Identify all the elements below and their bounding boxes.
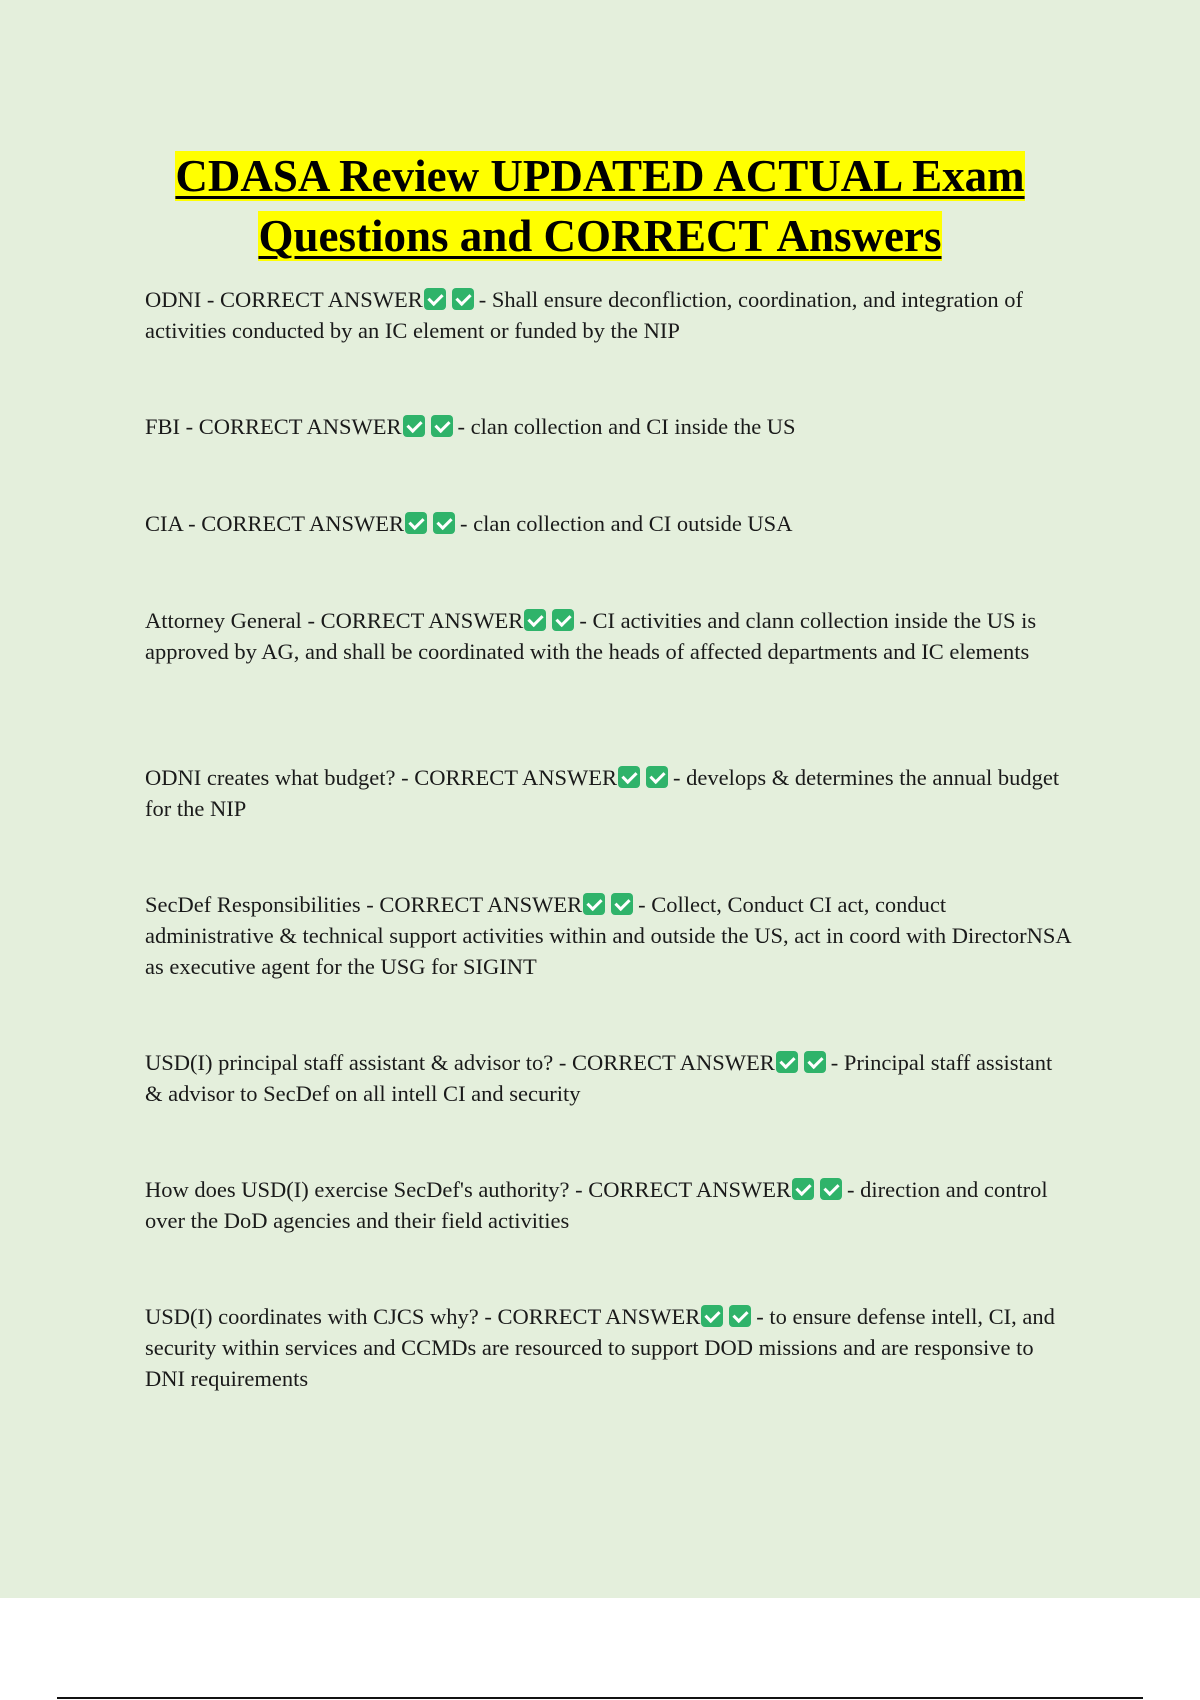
answer-text: Shall ensure deconfliction, coordination, and integration of activities conducted by an IC element or funded by the NIP <box>145 287 1023 343</box>
check-mark-icon <box>611 893 633 915</box>
correct-answer-label: CORRECT ANSWER <box>320 608 524 633</box>
document-title <box>100 146 1100 266</box>
check-mark-icon <box>452 288 474 310</box>
question-text: ODNI <box>145 287 202 312</box>
check-mark-icon <box>701 1305 723 1327</box>
question-text: ODNI creates what budget? <box>145 765 396 790</box>
check-mark-icon <box>618 766 640 788</box>
correct-answer-label: CORRECT ANSWER <box>220 287 423 312</box>
check-mark-icon <box>776 1051 798 1073</box>
correct-answer-label: CORRECT ANSWER <box>588 1177 792 1202</box>
qa-item-usdi-cjcs: USD(I) coordinates with CJCS why? - CORRECT ANSWER - to ensure defense intell, CI, and security within services and CCMDs are resourced to support DOD missions and are responsive to DNI requirements <box>145 1304 1055 1391</box>
question-text: SecDef Responsibilities <box>145 892 361 917</box>
question-text: FBI <box>145 414 181 439</box>
answer-text: clan collection and CI outside USA <box>473 511 793 536</box>
check-mark-icon <box>552 609 574 631</box>
answer-text: Principal staff assistant & advisor to SecDef on all intell CI and security <box>145 1050 1053 1106</box>
answer-text: clan collection and CI inside the US <box>470 414 796 439</box>
check-mark-icon <box>820 1178 842 1200</box>
footer-divider <box>57 1697 1143 1699</box>
correct-answer-label: CORRECT ANSWER <box>497 1304 701 1329</box>
check-mark-icon <box>804 1051 826 1073</box>
check-mark-icon <box>433 512 455 534</box>
check-mark-icon <box>729 1305 751 1327</box>
question-text: USD(I) principal staff assistant & advisor to? <box>145 1050 554 1075</box>
answer-text: to ensure defense intell, CI, and security within services and CCMDs are resourced to support DOD missions and are responsive to DNI requirements <box>145 1304 1055 1391</box>
question-text: USD(I) coordinates with CJCS why? <box>145 1304 479 1329</box>
qa-item-fbi: FBI - CORRECT ANSWER - clan collection and CI inside the US <box>145 414 796 439</box>
check-mark-icon <box>583 893 605 915</box>
qa-item-usdi-authority: How does USD(I) exercise SecDef's authority? - CORRECT ANSWER - direction and control over the DoD agencies and their field activities <box>145 1177 1048 1233</box>
qa-item-odni: ODNI - CORRECT ANSWER - Shall ensure deconfliction, coordination, and integration of activities conducted by an IC element or funded by the NIP <box>145 287 1023 343</box>
correct-answer-label: CORRECT ANSWER <box>198 414 402 439</box>
answer-text: direction and control over the DoD agencies and their field activities <box>145 1177 1048 1233</box>
qa-item-attorney-general: Attorney General - CORRECT ANSWER - CI activities and clann collection inside the US is approved by AG, and shall be coordinated with the heads of affected departments and IC elements <box>145 608 1037 664</box>
title-line-1: CDASA Review UPDATED ACTUAL Exam <box>175 151 1025 201</box>
qa-item-cia: CIA - CORRECT ANSWER - clan collection and CI outside USA <box>145 511 793 536</box>
answer-text: Collect, Conduct CI act, conduct administrative & technical support activities within and outside the US, act in coord with DirectorNSA as executive agent for the USG for SIGINT <box>145 892 1071 979</box>
correct-answer-label: CORRECT ANSWER <box>414 765 618 790</box>
qa-item-odni-budget: ODNI creates what budget? - CORRECT ANSWER - develops & determines the annual budget for the NIP <box>145 765 1060 821</box>
check-mark-icon <box>405 512 427 534</box>
correct-answer-label: CORRECT ANSWER <box>572 1050 775 1075</box>
answer-text: develops & determines the annual budget for the NIP <box>145 765 1060 821</box>
correct-answer-label: CORRECT ANSWER <box>379 892 583 917</box>
qa-item-secdef-responsibilities: SecDef Responsibilities - CORRECT ANSWER - Collect, Conduct CI act, conduct administrative & technical support activities within and outside the US, act in coord with DirectorNSA as executive agent for the USG for SIGINT <box>145 892 1071 979</box>
check-mark-icon <box>424 288 446 310</box>
check-mark-icon <box>403 415 425 437</box>
check-mark-icon <box>431 415 453 437</box>
question-text: CIA <box>145 511 183 536</box>
check-mark-icon <box>646 766 668 788</box>
check-mark-icon <box>792 1178 814 1200</box>
question-text: Attorney General <box>145 608 302 633</box>
answer-text: CI activities and clann collection inside the US is approved by AG, and shall be coordinated with the heads of affected departments and IC elements <box>145 608 1037 664</box>
question-text: How does USD(I) exercise SecDef's authority? <box>145 1177 570 1202</box>
check-mark-icon <box>524 609 546 631</box>
qa-item-usdi-advisor: USD(I) principal staff assistant & advisor to? - CORRECT ANSWER - Principal staff assistant & advisor to SecDef on all intell CI and security <box>145 1050 1053 1106</box>
title-line-2: Questions and CORRECT Answers <box>258 211 942 261</box>
correct-answer-label: CORRECT ANSWER <box>201 511 405 536</box>
